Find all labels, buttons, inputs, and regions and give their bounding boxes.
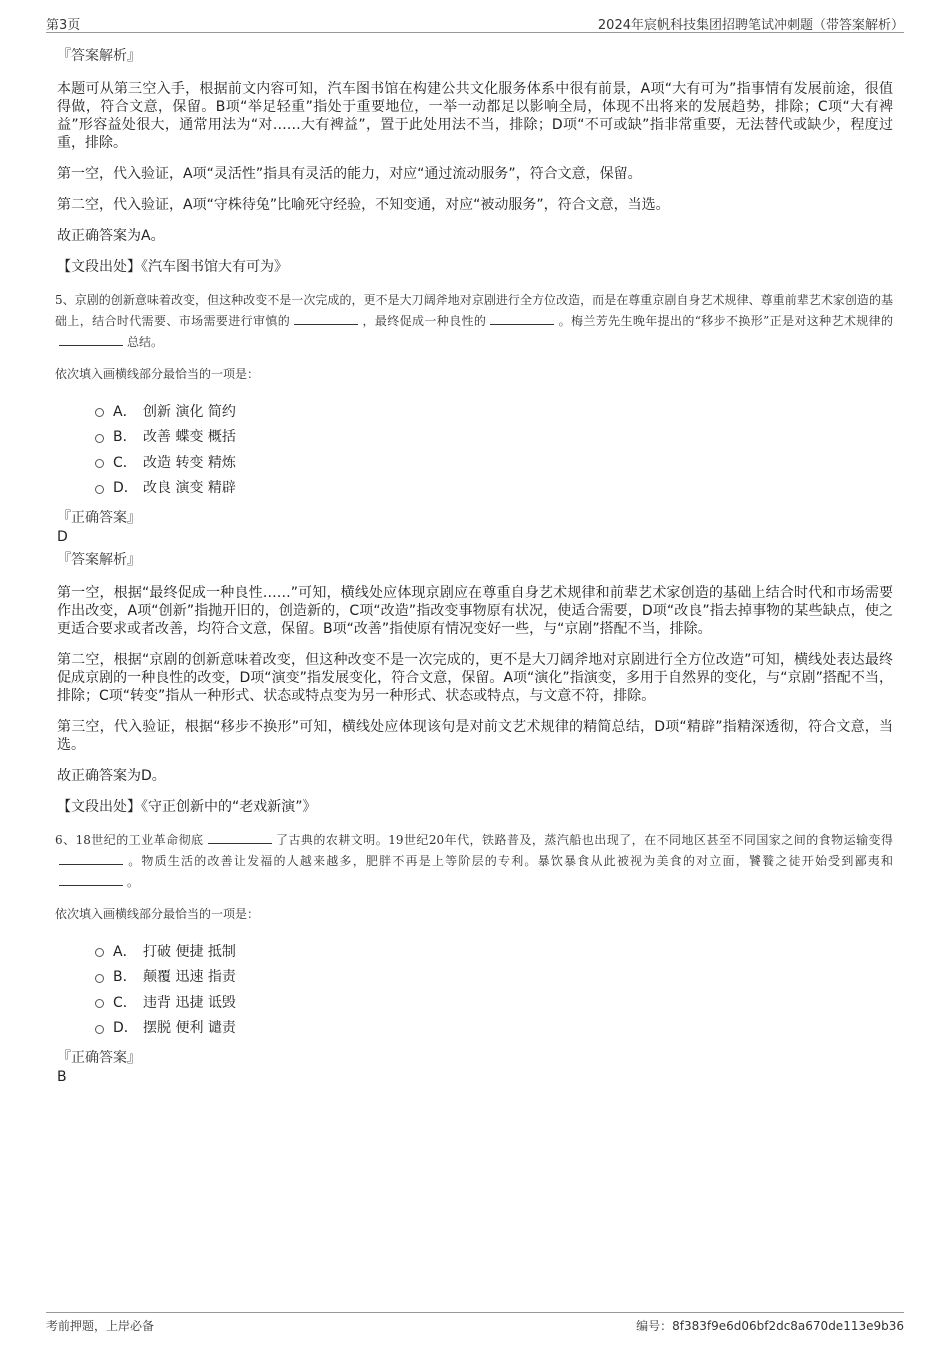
q5-source: 【文段出处】《守正创新中的“老戏新演”》 — [57, 799, 317, 815]
blank-1 — [294, 312, 358, 325]
q5-answer: D — [57, 529, 68, 545]
q5-option-c[interactable]: C． 改造 转变 精炼 — [95, 449, 893, 475]
q5-options — [95, 398, 893, 500]
radio-icon[interactable] — [95, 948, 104, 957]
q6-option-a[interactable]: A． 打破 便捷 抵制 — [95, 938, 893, 964]
blank-3 — [59, 333, 123, 346]
q5-option-a[interactable]: A． 创新 演化 简约 — [95, 398, 893, 424]
blank-1 — [208, 831, 272, 844]
blank-3 — [59, 873, 123, 886]
q6-stem: 6、18世纪的工业革命彻底 了古典的农耕文明。19世纪20年代，铁路普及，蒸汽船也出现了，在不同地区甚至不同国家之间的食物运输变得。物质生活的改善让发福的人越来越多，肥胖不再是上等阶层的专利。暴饮暴食从此被视为美食的对立面，饕餮之徒开始受到鄙夷和。 — [55, 833, 894, 889]
page-header — [46, 12, 904, 33]
q6-prompt: 依次填入画横线部分最恰当的一项是： — [55, 907, 260, 921]
q5-option-b[interactable]: B． 改善 蝶变 概括 — [95, 424, 893, 450]
radio-icon[interactable] — [95, 974, 104, 983]
page-content — [57, 46, 893, 1090]
q4-conclusion: 故正确答案为A。 — [57, 228, 165, 244]
q4-analysis-para-3: 第二空，代入验证，A项“守株待兔”比喻死守经验，不知变通，对应“被动服务”，符合文意，当选。 — [57, 197, 670, 213]
q6-options — [95, 938, 893, 1040]
radio-icon[interactable] — [95, 1025, 104, 1034]
radio-icon[interactable] — [95, 408, 104, 417]
blank-2 — [59, 852, 123, 865]
q5-stem: 5、京剧的创新意味着改变，但这种改变不是一次完成的，更不是大刀阔斧地对京剧进行全方位改造，而是在尊重京剧自身艺术规律、尊重前辈艺术家创造的基础上，结合时代需要、市场需要进行审慎的 ，最终促成一种良性的 。梅兰芳先生晚年提出的“移步不换形”正是对这种艺术规律的总结。 — [55, 293, 893, 349]
q5-prompt: 依次填入画横线部分最恰当的一项是： — [55, 367, 260, 381]
radio-icon[interactable] — [95, 459, 104, 468]
q5-answer-label: 『正确答案』 — [57, 510, 141, 526]
page-number: 第3页 — [46, 18, 81, 33]
q4-analysis-para-2: 第一空，代入验证，A项“灵活性”指具有灵活的能力，对应“通过流动服务”，符合文意，保留。 — [57, 166, 642, 182]
radio-icon[interactable] — [95, 485, 104, 494]
q5-analysis-label: 『答案解析』 — [57, 552, 141, 568]
radio-icon[interactable] — [95, 434, 104, 443]
document-title: 2024年宸帆科技集团招聘笔试冲刺题（带答案解析） — [597, 18, 904, 33]
q5-conclusion: 故正确答案为D。 — [57, 768, 166, 784]
q4-analysis-label: 『答案解析』 — [57, 48, 141, 64]
q4-analysis-para-1: 本题可从第三空入手，根据前文内容可知，汽车图书馆在构建公共文化服务体系中很有前景，A项“大有可为”指事情有发展前途，很值得做，符合文意，保留。B项“举足轻重”指处于重要地位，一举一动都足以影响全局，体现不出将来的发展趋势，排除；C项“大有裨益”形容益处很大，通常用法为“对……大有裨益”，置于此处用法不当，排除；D项“不可或缺”指非常重要，无法替代或缺少，程度过重，排除。 — [57, 81, 893, 151]
q6-answer-label: 『正确答案』 — [57, 1050, 141, 1066]
q5-analysis-para-1: 第一空，根据“最终促成一种良性……”可知，横线处应体现京剧应在尊重自身艺术规律和前辈艺术家创造的基础上结合时代和市场需要作出改变，A项“创新”指抛开旧的，创造新的，C项“改造”指改变事物原有状况，使适合需要，D项“改良”指去掉事物的某些缺点，使之更适合要求或者改善，均符合文意，保留。B项“改善”指使原有情况变好一些，与“京剧”搭配不当，排除。 — [57, 585, 893, 637]
q5-analysis-para-2: 第二空，根据“京剧的创新意味着改变，但这种改变不是一次完成的，更不是大刀阔斧地对京剧进行全方位改造”可知，横线处表达最终促成京剧的一种良性的改变，D项“演变”指发展变化，符合文意，保留。A项“演化”指演变，多用于自然界的变化，与“京剧”搭配不当，排除；C项“转变”指从一种形式、状态或特点变为另一种形式、状态或特点，与文意不符，排除。 — [57, 652, 893, 704]
q4-source: 【文段出处】《汽车图书馆大有可为》 — [57, 259, 288, 275]
q5-option-d[interactable]: D． 改良 演变 精辟 — [95, 475, 893, 501]
document-code: 编号：8f383f9e6d06bf2dc8a670de113e9b36 — [636, 1319, 904, 1333]
footer-slogan: 考前押题，上岸必备 — [46, 1319, 155, 1333]
q5-analysis-para-3: 第三空，代入验证，根据“移步不换形”可知，横线处应体现该句是对前文艺术规律的精简总结，D项“精辟”指精深透彻，符合文意，当选。 — [57, 719, 893, 753]
q6-option-d[interactable]: D． 摆脱 便利 谴责 — [95, 1015, 893, 1041]
q6-option-b[interactable]: B． 颠覆 迅速 指责 — [95, 964, 893, 990]
blank-2 — [490, 312, 554, 325]
page-footer — [46, 1312, 904, 1335]
q6-answer: B — [57, 1069, 67, 1085]
radio-icon[interactable] — [95, 999, 104, 1008]
q6-option-c[interactable]: C． 违背 迅捷 诋毁 — [95, 989, 893, 1015]
